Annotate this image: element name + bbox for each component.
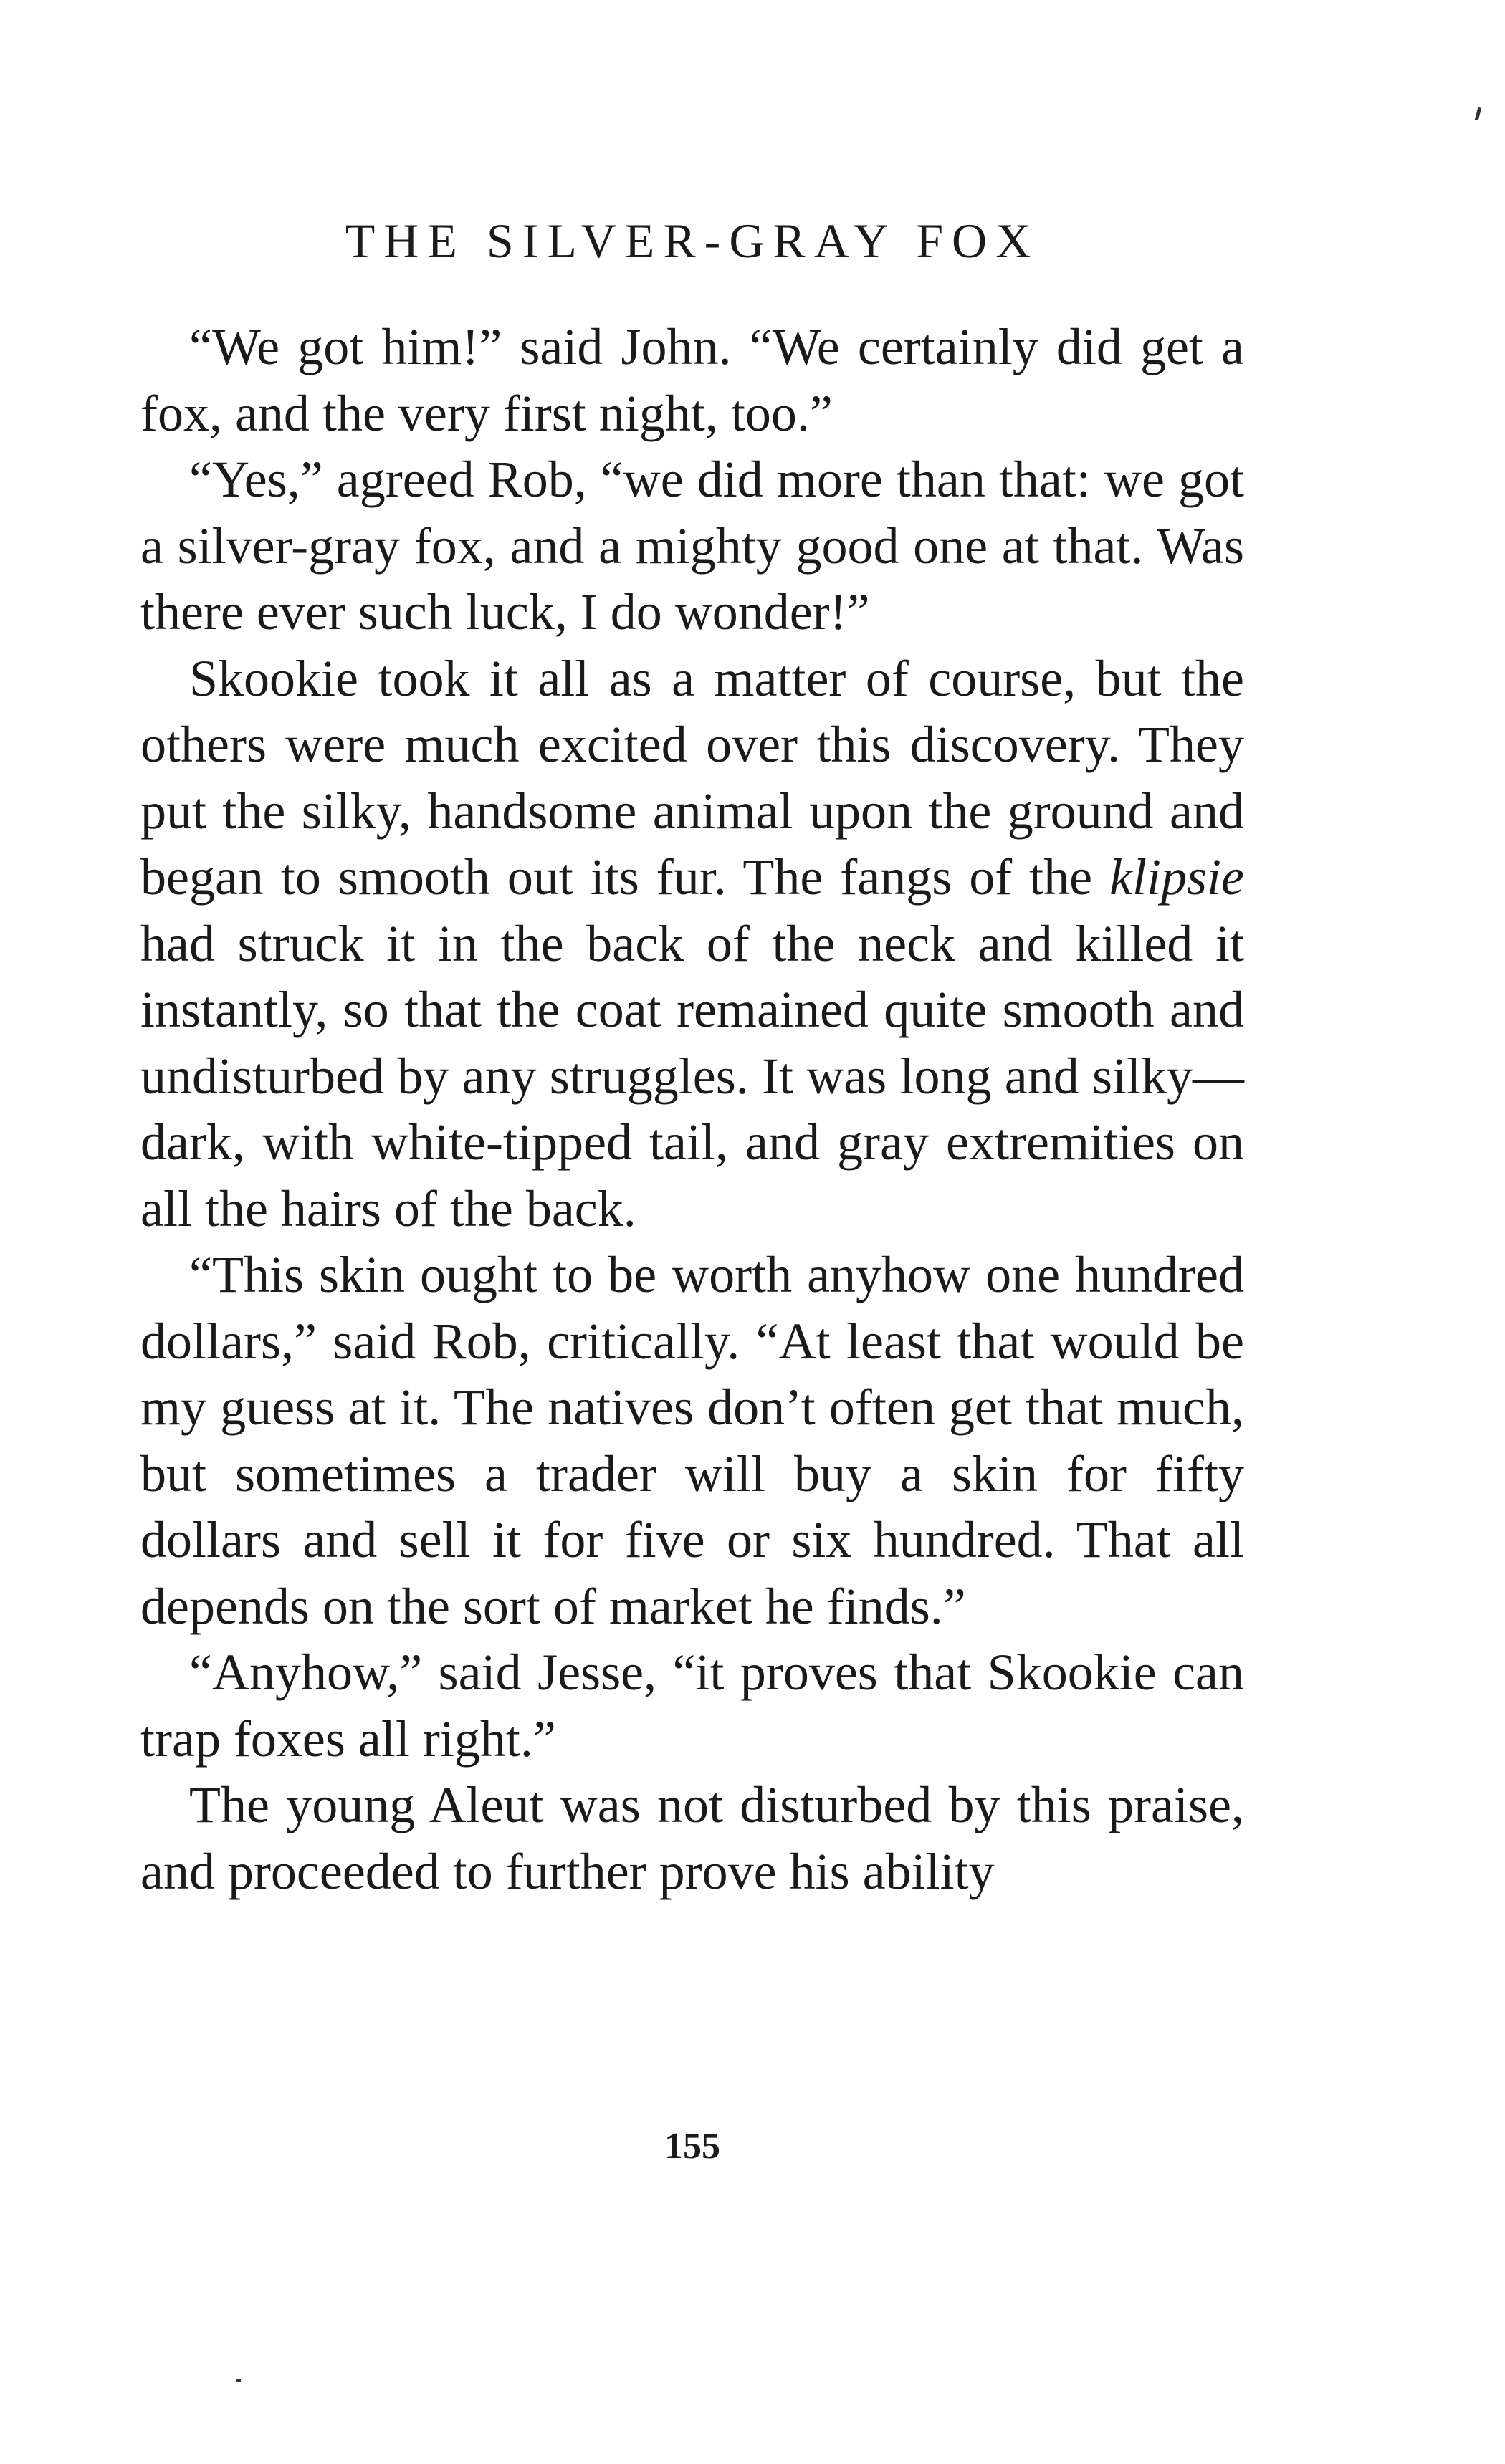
paragraph-text: had struck it in the back of the neck and killed it instantly, so that the coat remained quite smooth and undisturbed by any struggles. It was long and silky—dark, with white-tipped tail, and gray extremities on all the hairs of the back. — [140, 914, 1244, 1237]
italic-term: klipsie — [1109, 848, 1245, 906]
paragraph: The young Aleut was not disturbed by this praise, and proceeded to further prove his ability — [140, 1776, 1244, 1900]
paragraph-text: Skookie took it all as a matter of course, but the others were much excited over this discovery. They put the silky, handsome animal upon the ground and began to smooth out its fur. The fangs of the — [140, 649, 1244, 906]
running-header-title: THE SILVER-GRAY FOX — [345, 214, 1040, 268]
paragraph: “We got him!” said John. “We certainly did get a fox, and the very first night, too.” — [140, 318, 1244, 442]
paragraph — [140, 646, 1244, 1242]
margin-speck — [1475, 107, 1481, 121]
page-number: 155 — [664, 2126, 720, 2167]
paragraph: “This skin ought to be worth anyhow one hundred dollars,” said Rob, critically. “At least that would be my guess at it. The natives don’t often get that much, but sometimes a trader will buy a skin for fifty dollars and sell it for five or six hundred. That all depends on the sort of market he finds.” — [140, 1246, 1244, 1635]
body-text — [140, 314, 1244, 1904]
paragraph: “Anyhow,” said Jesse, “it proves that Skookie can trap foxes all right.” — [140, 1644, 1244, 1768]
paragraph: “Yes,” agreed Rob, “we did more than that: we got a silver-gray fox, and a mighty good one at that. Was there ever such luck, I do wonder!” — [140, 451, 1244, 641]
margin-speck — [236, 2379, 241, 2382]
